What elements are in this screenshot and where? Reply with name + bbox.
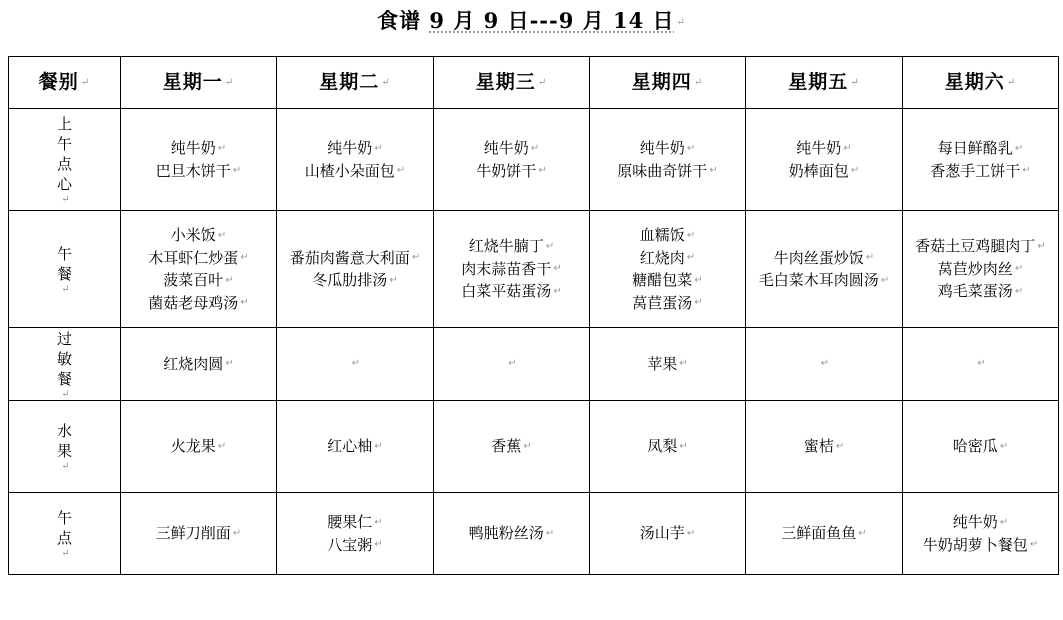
menu-item [903,534,1058,557]
cell-mark-icon: ↵ [530,142,540,154]
menu-item [903,280,1058,303]
menu-item [746,269,902,292]
meal-label-cell [9,211,121,328]
meal-row [9,211,1059,328]
page-title [0,6,1063,38]
menu-item-text: 三鲜面鱼鱼 [781,524,857,543]
menu-cell [434,328,590,401]
meal-label-cell [9,401,121,493]
menu-item-text: 火龙果 [170,437,216,456]
menu-item-text: 小米饭 [170,226,216,244]
menu-item [277,137,433,160]
cell-mark-icon: ↵ [538,165,547,176]
day-header-label: 星期六 [944,71,1005,93]
meal-row [9,109,1059,211]
menu-item [903,235,1058,258]
cell-mark-icon: ↵ [225,274,234,286]
cell-mark-icon: ↵ [225,358,234,370]
cell-mark-icon: ↵ [686,229,696,241]
menu-item [590,522,745,545]
menu-cell [434,401,590,493]
day-header-label: 星期四 [631,71,692,93]
meal-row [9,328,1059,401]
menu-item [277,534,433,557]
menu-item [903,137,1058,160]
menu-item [590,247,745,270]
meal-label-cell [9,328,121,401]
cell-mark-icon: ↵ [865,252,875,263]
menu-table [8,56,1059,575]
menu-item-text: 山楂小朵面包 [304,161,395,180]
cell-mark-icon: ↵ [224,77,235,88]
menu-cell [434,493,590,575]
menu-cell [746,401,903,493]
day-header-cell [746,57,903,109]
menu-item [121,224,276,247]
cell-mark-icon: ↵ [835,440,845,452]
menu-cell [590,401,746,493]
day-header-cell [434,57,590,109]
menu-item [121,522,276,545]
menu-item-text: 红烧肉圆 [163,354,224,373]
menu-item [590,160,745,183]
menu-cell [746,109,903,211]
menu-item-text: 凤梨 [647,437,678,456]
menu-item-text: 菌菇老母鸡汤 [148,293,239,312]
cell-mark-icon: ↵ [1014,263,1024,275]
menu-item-text: 糖醋包菜 [632,271,693,289]
menu-cell [121,401,277,493]
menu-item-text: 每日鲜酪乳 [937,139,1013,157]
menu-item [590,224,745,247]
menu-item [746,522,902,545]
menu-item [121,137,276,160]
menu-item-text: 蜜桔 [803,437,834,456]
cell-mark-icon: ↵ [374,516,383,528]
cell-mark-icon: ↵ [217,440,227,452]
cell-mark-icon: ↵ [217,142,227,154]
cell-mark-icon: ↵ [545,240,555,252]
cell-mark-icon: ↵ [411,252,421,263]
menu-item-text: 香葱手工饼干 [930,161,1021,180]
menu-item-text: 肉末蒜苗香干 [461,259,552,278]
menu-item [746,435,902,458]
day-header-cell [590,57,746,109]
menu-cell [903,401,1059,493]
menu-cell [277,493,434,575]
menu-item-text: 红烧牛腩丁 [468,237,544,256]
menu-item [746,137,902,160]
cell-mark-icon: ↵ [381,77,391,88]
title-prefix: 食谱 [377,8,430,33]
cell-mark-icon: ↵ [694,274,703,286]
cell-mark-icon: ↵ [523,440,532,452]
cell-mark-icon: ↵ [1006,77,1017,88]
cell-mark-icon: ↵ [553,263,562,275]
meal-label: 午点 [56,509,72,547]
cell-mark-icon: ↵ [545,527,555,539]
menu-item-text: 纯牛奶 [483,139,529,157]
header-row [9,57,1059,109]
menu-item [277,435,433,458]
cell-mark-icon: ↵ [553,285,562,297]
menu-cell [434,211,590,328]
menu-item-text: 莴苣蛋汤 [632,293,693,312]
menu-cell [434,109,590,211]
menu-item-text: 纯牛奶 [170,139,216,157]
day-header-label: 星期三 [475,71,536,93]
menu-item [121,160,276,183]
menu-item [121,269,276,292]
menu-item-text: 腰果仁 [327,513,373,531]
menu-cell [903,211,1059,328]
cell-mark-icon: ↵ [709,165,718,176]
cell-mark-icon: ↵ [858,527,867,539]
cell-mark-icon: ↵ [686,527,696,539]
cell-mark-icon: ↵ [850,77,860,88]
cell-mark-icon: ↵ [61,461,70,472]
menu-item-text: 菠菜百叶 [163,271,224,289]
menu-cell [277,328,434,401]
menu-item-text: 纯牛奶 [639,139,685,157]
menu-item-text: 莴苣炒肉丝 [937,259,1013,278]
menu-cell [746,328,903,401]
menu-item-text: 牛奶饼干 [476,161,537,180]
menu-item [277,269,433,292]
cell-mark-icon: ↵ [694,297,703,308]
cell-mark-icon: ↵ [880,274,890,286]
cell-mark-icon: ↵ [537,77,548,88]
meal-label: 上午点心 [56,115,72,193]
header-category-cell [9,57,121,109]
menu-cell [277,109,434,211]
menu-cell [121,109,277,211]
menu-item [590,292,745,315]
cell-mark-icon: ↵ [61,388,70,400]
menu-cell [590,328,746,401]
menu-item-text: 哈密瓜 [952,437,998,456]
meal-row [9,401,1059,493]
cell-mark-icon: ↵ [1014,285,1024,297]
menu-item [903,160,1058,183]
cell-mark-icon: ↵ [686,252,696,263]
menu-cell [590,493,746,575]
cell-mark-icon: ↵ [1022,165,1031,176]
cell-mark-icon: ↵ [61,283,70,295]
menu-item-text: 苹果 [647,354,678,373]
menu-item [121,435,276,458]
menu-cell [277,211,434,328]
menu-item [434,280,589,303]
cell-mark-icon: ↵ [693,77,704,88]
meal-label: 过敏餐 [56,329,72,388]
menu-item [903,511,1058,534]
menu-item-text: 红心柚 [327,437,373,456]
meal-row [9,493,1059,575]
menu-cell [903,493,1059,575]
menu-item [277,247,433,270]
menu-item-text: 鸡毛菜蛋汤 [937,282,1013,301]
cell-mark-icon: ↵ [61,194,70,205]
menu-item [590,269,745,292]
cell-mark-icon: ↵ [240,252,249,263]
cell-mark-icon: ↵ [843,142,852,154]
menu-item [277,511,433,534]
menu-item [121,353,276,376]
cell-mark-icon: ↵ [977,358,986,370]
cell-mark-icon: ↵ [232,527,242,539]
paragraph-mark-icon: ↵ [676,16,686,28]
menu-cell [277,401,434,493]
menu-item-text: 番茄肉酱意大利面 [289,248,410,267]
cell-mark-icon: ↵ [351,358,361,370]
menu-item-text: 汤山芋 [639,524,685,543]
cell-mark-icon: ↵ [374,142,383,154]
menu-cell [746,211,903,328]
menu-item [434,160,589,183]
meal-label-cell [9,109,121,211]
menu-item [121,292,276,315]
menu-item [590,353,745,376]
meal-label: 午餐 [56,244,72,283]
day-header-label: 星期五 [788,71,849,93]
menu-item [590,137,745,160]
menu-item [434,137,589,160]
cell-mark-icon: ↵ [508,358,517,370]
cell-mark-icon: ↵ [850,165,860,176]
cell-mark-icon: ↵ [389,274,398,286]
menu-cell [746,493,903,575]
cell-mark-icon: ↵ [686,142,696,154]
cell-mark-icon: ↵ [999,440,1009,452]
menu-cell [121,493,277,575]
menu-item [434,235,589,258]
menu-item-text: 香蕉 [491,437,522,456]
day-header-label: 星期二 [319,71,380,93]
menu-cell [121,328,277,401]
menu-item [277,160,433,183]
menu-item-text: 纯牛奶 [796,139,842,157]
cell-mark-icon: ↵ [1029,539,1039,550]
cell-mark-icon: ↵ [232,165,242,176]
menu-item [434,258,589,281]
day-header-cell [277,57,434,109]
meal-label: 水果 [56,422,72,460]
cell-mark-icon: ↵ [61,548,70,559]
menu-item-text: 香菇土豆鸡腿肉丁 [915,237,1036,256]
menu-item-text: 三鲜刀削面 [155,524,231,543]
menu-cell [121,211,277,328]
menu-item-text: 八宝粥 [327,535,373,554]
cell-mark-icon: ↵ [1014,142,1024,154]
menu-item [903,258,1058,281]
menu-item-text: 奶棒面包 [788,161,849,180]
cell-mark-icon: ↵ [240,297,249,308]
menu-item-text: 纯牛奶 [327,139,373,157]
menu-item [434,522,589,545]
cell-mark-icon: ↵ [80,77,91,88]
title-date-range: 9 月 9 日---9 月 14 日 [429,8,675,33]
cell-mark-icon: ↵ [679,440,688,452]
menu-item-text: 冬瓜肋排汤 [312,271,388,289]
menu-item-text: 白菜平菇蛋汤 [461,282,552,301]
menu-item [590,435,745,458]
menu-item-text: 牛肉丝蛋炒饭 [773,248,864,267]
menu-cell [903,328,1059,401]
menu-item-text: 鸭肫粉丝汤 [468,524,544,543]
menu-cell [590,211,746,328]
menu-item [121,247,276,270]
menu-item [903,435,1058,458]
cell-mark-icon: ↵ [679,358,688,370]
menu-item [434,435,589,458]
cell-mark-icon: ↵ [396,165,406,176]
cell-mark-icon: ↵ [999,516,1009,528]
menu-item [746,160,902,183]
menu-cell [590,109,746,211]
meal-label-cell [9,493,121,575]
cell-mark-icon: ↵ [1037,240,1046,252]
day-header-cell [903,57,1059,109]
cell-mark-icon: ↵ [217,229,227,241]
menu-item-text: 血糯饭 [639,226,685,244]
menu-item-text: 纯牛奶 [952,513,998,531]
cell-mark-icon: ↵ [374,440,383,452]
menu-cell [903,109,1059,211]
day-header-cell [121,57,277,109]
menu-item-text: 红烧肉 [639,248,685,267]
cell-mark-icon: ↵ [374,539,383,550]
menu-item-text: 原味曲奇饼干 [617,161,708,180]
menu-item-text: 木耳虾仁炒蛋 [148,248,239,267]
menu-item [746,247,902,270]
day-header-label: 星期一 [162,71,223,93]
menu-item-text: 巴旦木饼干 [155,161,231,180]
menu-item-text: 牛奶胡萝卜餐包 [922,535,1028,554]
cell-mark-icon: ↵ [820,358,830,370]
header-category-label: 餐别 [38,71,79,93]
menu-item-text: 毛白菜木耳肉圆汤 [758,271,879,289]
